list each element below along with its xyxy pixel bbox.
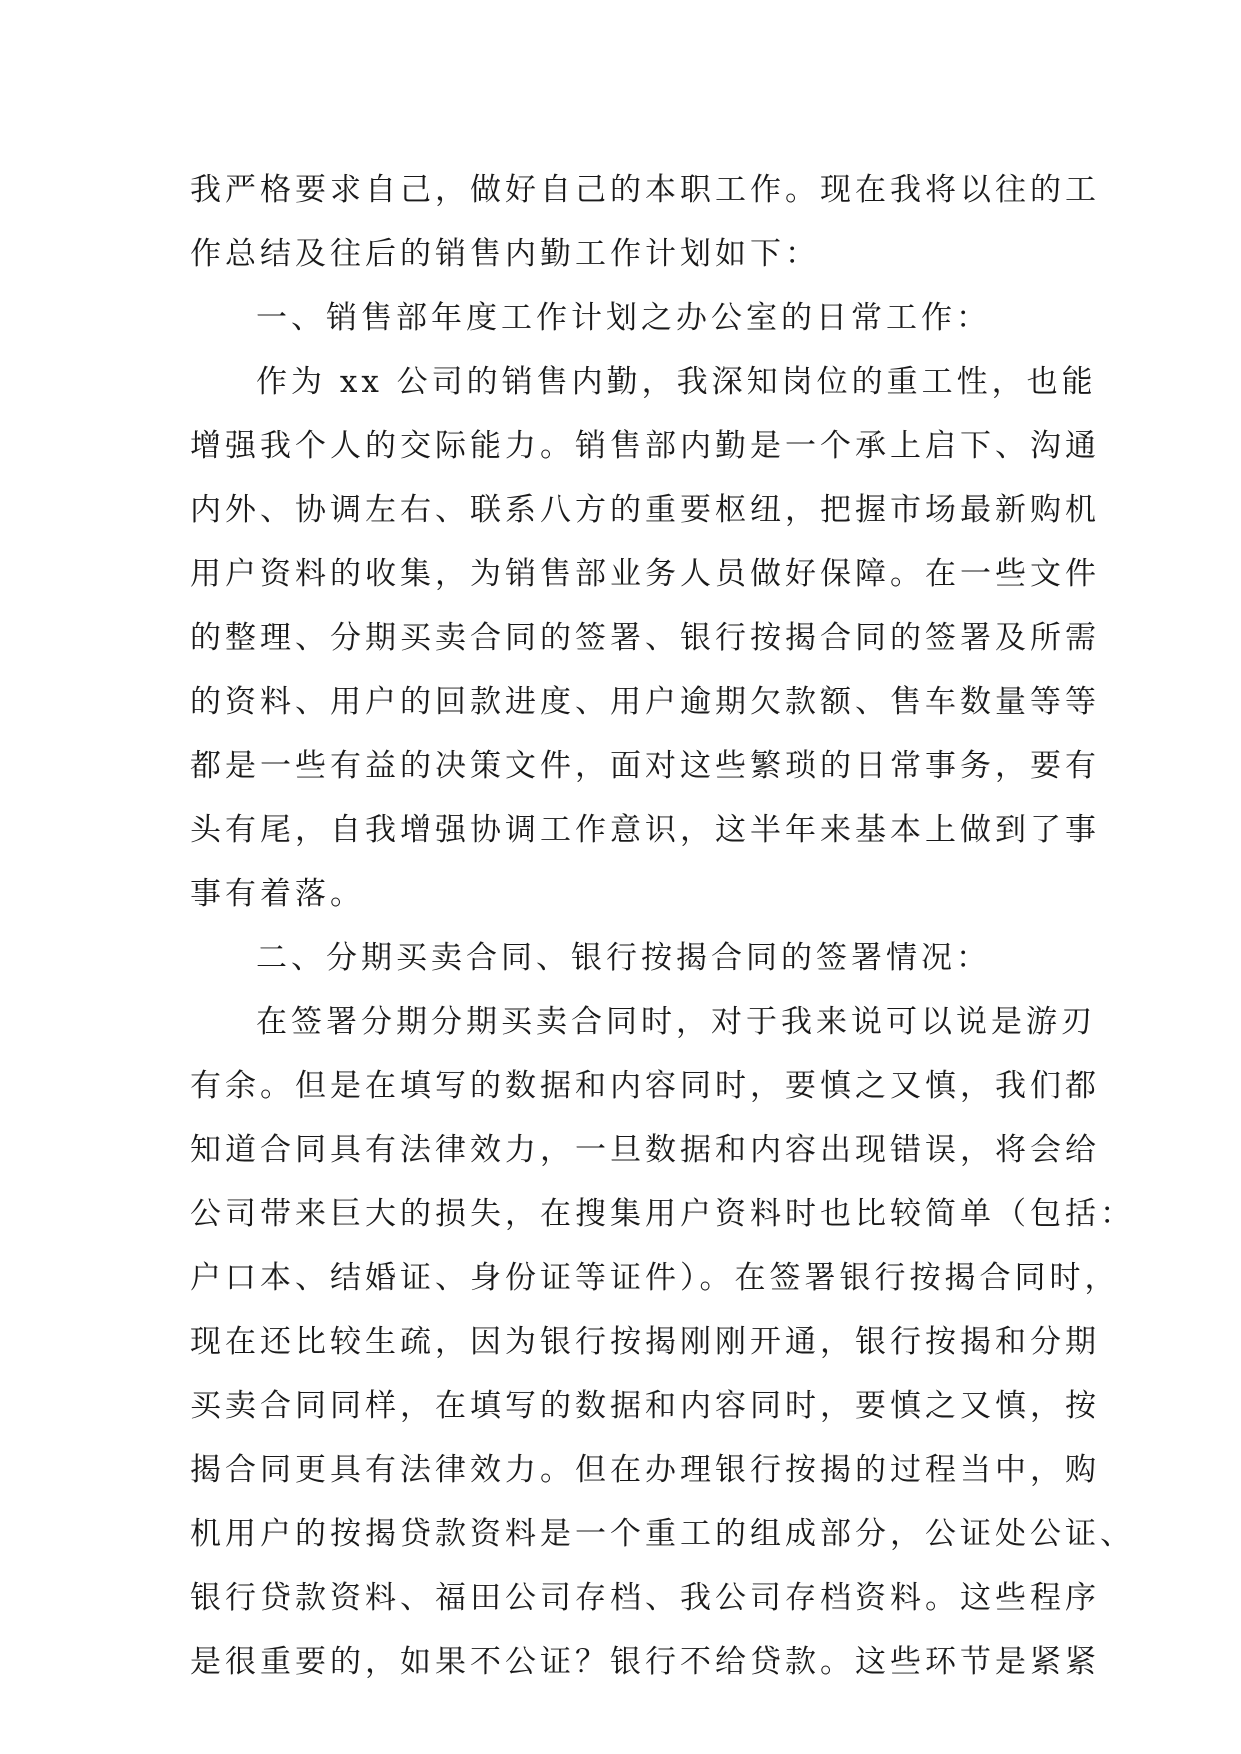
text-line: 是很重要的，如果不公证？银行不给贷款。这些环节是紧紧 xyxy=(190,1644,1100,1680)
body-text xyxy=(190,158,1135,1694)
paragraph-start: 在签署分期分期买卖合同时，对于我来说可以说是游刃 xyxy=(256,1004,1096,1040)
paragraph-start: 作为 xx 公司的销售内勤，我深知岗位的重工性，也能 xyxy=(256,364,1097,400)
text-line: 银行贷款资料、福田公司存档、我公司存档资料。这些程序 xyxy=(190,1580,1100,1616)
text-line: 都是一些有益的决策文件，面对这些繁琐的日常事务，要有 xyxy=(190,748,1100,784)
text-line: 增强我个人的交际能力。销售部内勤是一个承上启下、沟通 xyxy=(190,428,1100,464)
text-line: 的资料、用户的回款进度、用户逾期欠款额、售车数量等等 xyxy=(190,684,1100,720)
text-line: 买卖合同同样，在填写的数据和内容同时，要慎之又慎，按 xyxy=(190,1388,1100,1424)
text-line: 知道合同具有法律效力，一旦数据和内容出现错误，将会给 xyxy=(190,1132,1100,1168)
text-line: 我严格要求自己，做好自己的本职工作。现在我将以往的工 xyxy=(190,172,1100,208)
text-line: 事有着落。 xyxy=(190,876,365,912)
text-line: 内外、协调左右、联系八方的重要枢纽，把握市场最新购机 xyxy=(190,492,1100,528)
text-line: 户口本、结婚证、身份证等证件）。在签署银行按揭合同时， xyxy=(190,1260,1120,1296)
text-line: 头有尾，自我增强协调工作意识，这半年来基本上做到了事 xyxy=(190,812,1100,848)
section-heading: 二、分期买卖合同、银行按揭合同的签署情况： xyxy=(256,940,991,976)
text-line: 作总结及往后的销售内勤工作计划如下： xyxy=(190,236,820,272)
text-line: 有余。但是在填写的数据和内容同时，要慎之又慎，我们都 xyxy=(190,1068,1100,1104)
text-line: 机用户的按揭贷款资料是一个重工的组成部分，公证处公证、 xyxy=(190,1516,1135,1552)
text-line: 揭合同更具有法律效力。但在办理银行按揭的过程当中，购 xyxy=(190,1452,1100,1488)
text-line: 的整理、分期买卖合同的签署、银行按揭合同的签署及所需 xyxy=(190,620,1100,656)
text-line: 公司带来巨大的损失，在搜集用户资料时也比较简单（包括： xyxy=(190,1196,1135,1232)
section-heading: 一、销售部年度工作计划之办公室的日常工作： xyxy=(256,300,991,336)
text-line: 用户资料的收集，为销售部业务人员做好保障。在一些文件 xyxy=(190,556,1100,592)
text-line: 现在还比较生疏，因为银行按揭刚刚开通，银行按揭和分期 xyxy=(190,1324,1100,1360)
